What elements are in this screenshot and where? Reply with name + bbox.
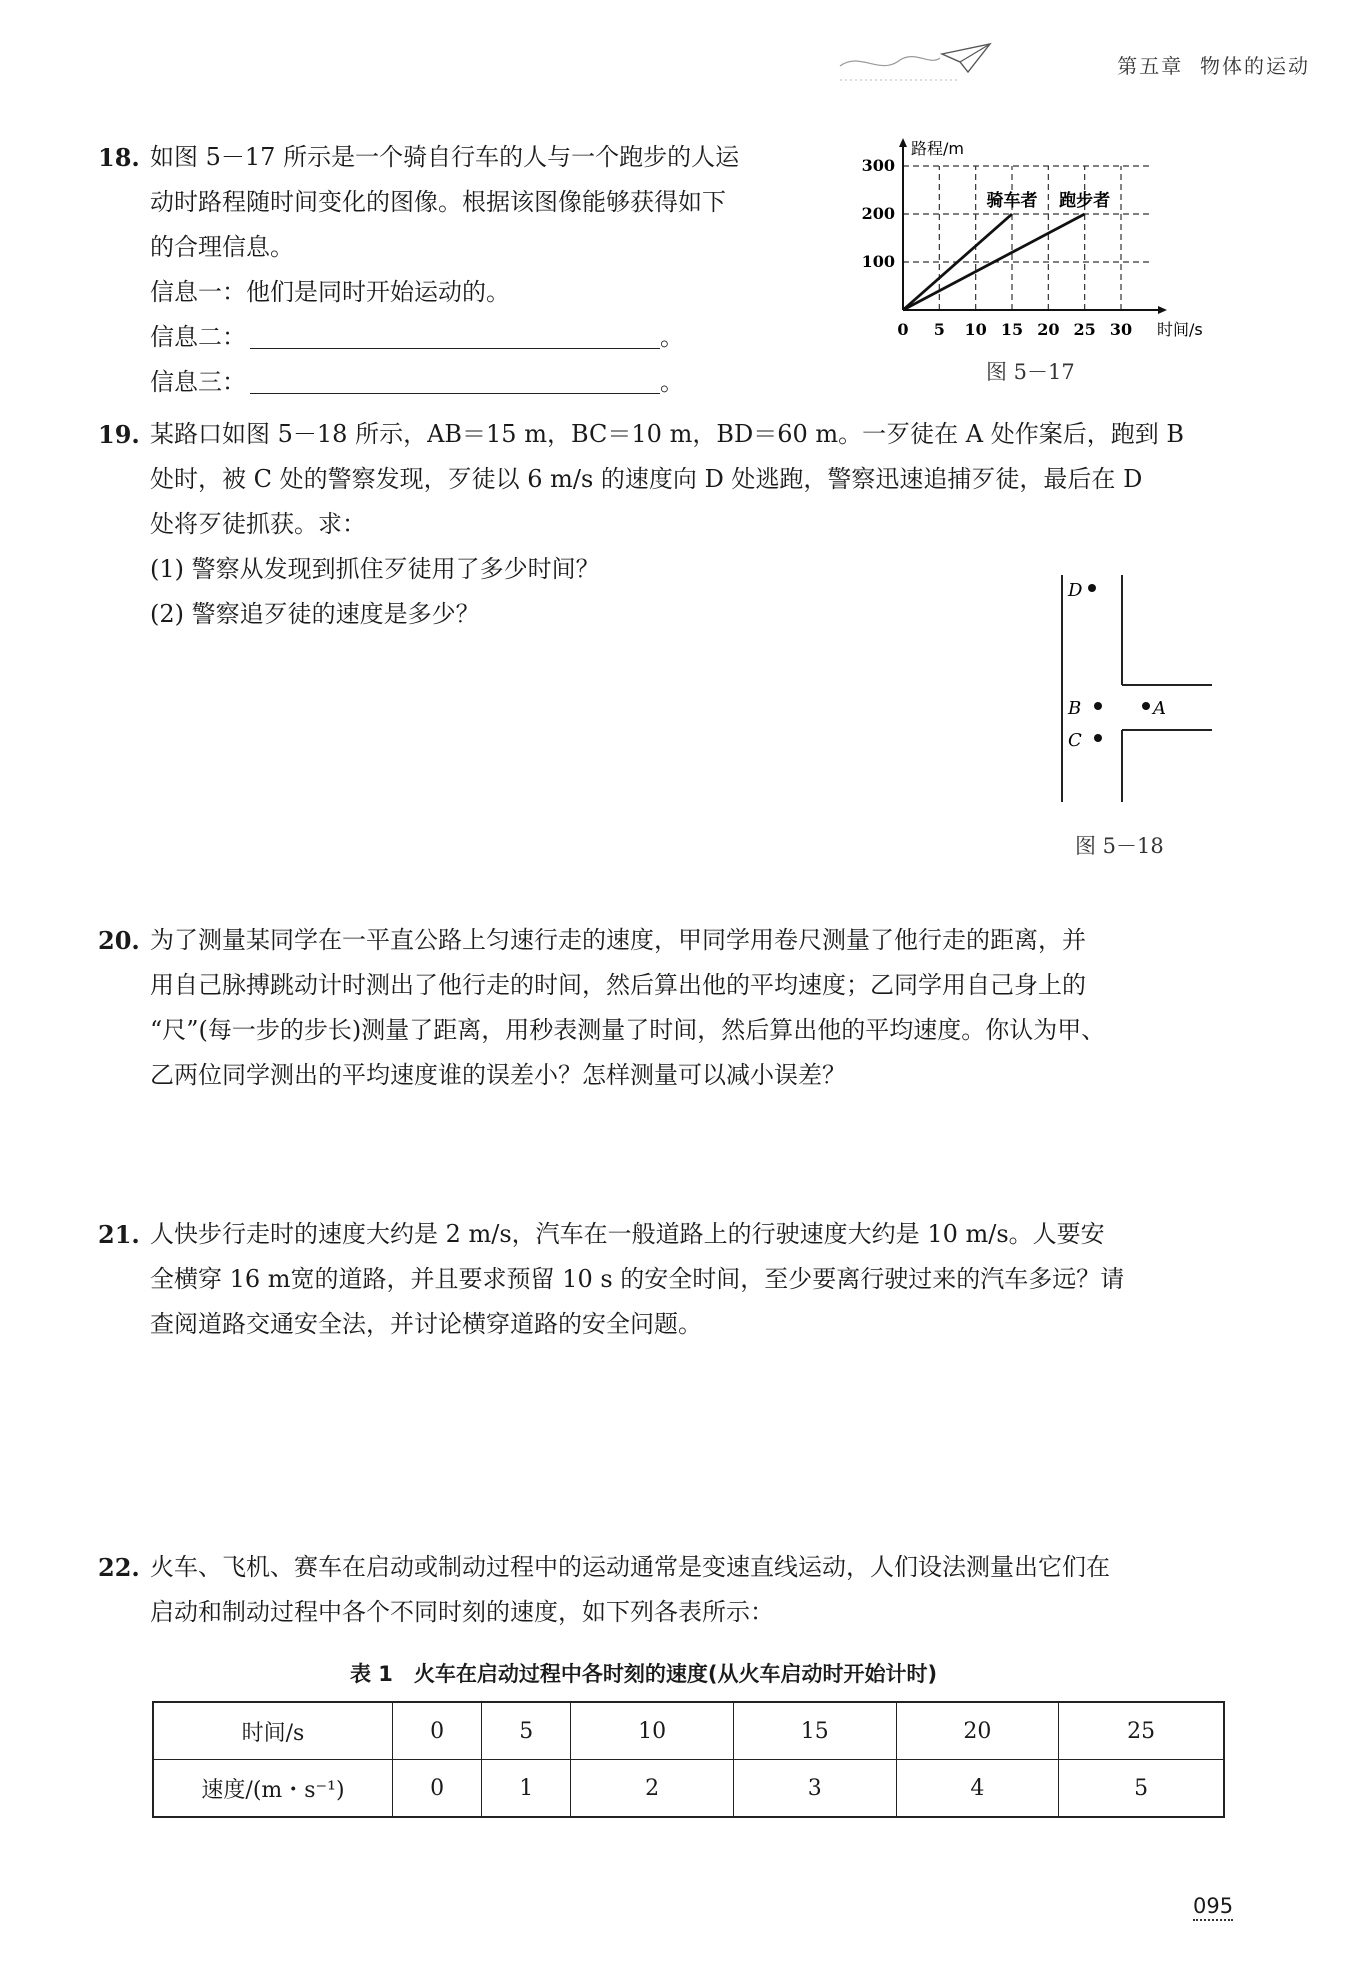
paper-plane-icon [830,36,1000,86]
label-d: D [1068,580,1083,601]
label-b: B [1068,698,1082,719]
y-tick-label: 200 [861,204,895,223]
row-header-speed: 速度/(m・s⁻¹) [153,1760,393,1818]
table-row [153,1702,1224,1760]
info-2-label: 信息二： [150,323,246,351]
period: 。 [660,323,684,351]
text-line: 火车、飞机、赛车在启动或制动过程中的运动通常是变速直线运动，人们设法测量出它们在 [150,1553,1110,1581]
x-tick-label: 10 [964,320,987,339]
text-line: 处时，被 C 处的警察发现，歹徒以 6 m/s 的速度向 D 处逃跑，警察迅速追捕歹徒，最后在 D [150,465,1143,493]
text-line: 某路口如图 5－18 所示，AB＝15 m，BC＝10 m，BD＝60 m。一歹徒在 A 处作案后，跑到 B [150,420,1184,448]
table-cell: 1 [482,1760,571,1818]
text-line: 动时路程随时间变化的图像。根据该图像能够获得如下 [150,188,726,216]
x-tick-label: 0 [897,320,909,339]
x-tick-label: 15 [1000,320,1024,339]
point-c [1094,734,1102,742]
question-22-body [150,1545,1110,1635]
figure-caption: 图 5－18 [1075,834,1164,858]
y-tick-label: 100 [861,252,895,271]
info-2-line [150,315,739,360]
intersection-diagram [1040,570,1240,810]
speed-table [152,1701,1225,1818]
text-line: 的合理信息。 [150,233,294,261]
table-cell: 0 [393,1760,482,1818]
text-line: “尺”(每一步的步长)测量了距离，用秒表测量了时间，然后算出他的平均速度。你认为甲、 [150,1016,1106,1044]
point-b [1094,702,1102,710]
x-axis-arrow [1158,306,1167,314]
series-label: 跑步者 [1059,191,1111,211]
table-cell: 10 [571,1702,734,1760]
table-cell: 15 [733,1702,896,1760]
text-line: 信息一：他们是同时开始运动的。 [150,278,510,306]
question-number: 21. [98,1220,140,1249]
question-21-body [150,1212,1124,1347]
question-19-body [150,412,1184,637]
question-number: 18. [98,143,140,172]
y-axis-label: 路程/m [911,139,964,158]
table-cell: 5 [1059,1760,1224,1818]
text-line: 查阅道路交通安全法，并讨论横穿道路的安全问题。 [150,1310,702,1338]
figure-caption: 图 5－17 [986,360,1075,384]
page-header [830,36,1310,86]
question-number: 22. [98,1553,140,1582]
point-a [1142,702,1150,710]
table-cell: 0 [393,1702,482,1760]
row-header-time: 时间/s [153,1702,393,1760]
y-tick-label: 300 [861,156,895,175]
question-20-body [150,918,1105,1098]
answer-blank[interactable] [250,367,660,394]
text-line: 人快步行走时的速度大约是 2 m/s，汽车在一般道路上的行驶速度大约是 10 m/s。人要安 [150,1220,1105,1248]
chapter-title [1117,50,1310,79]
table-row [153,1760,1224,1818]
chapter-name: 物体的运动 [1200,54,1310,78]
table-title: 表 1 火车在启动过程中各时刻的速度(从火车启动时开始计时) [350,1662,938,1686]
text-line: 乙两位同学测出的平均速度谁的误差小？怎样测量可以减小误差？ [150,1061,846,1089]
table-cell: 2 [571,1760,734,1818]
x-axis-label: 时间/s [1157,320,1203,339]
info-3-label: 信息三： [150,368,246,396]
text-line: 启动和制动过程中各个不同时刻的速度，如下列各表所示： [150,1598,774,1626]
x-tick-label: 5 [933,320,945,339]
info-3-line [150,360,739,405]
table-cell: 3 [733,1760,896,1818]
period: 。 [660,368,684,396]
table-cell: 25 [1059,1702,1224,1760]
distance-time-chart [855,138,1235,343]
label-c: C [1068,730,1082,751]
table-cell: 5 [482,1702,571,1760]
x-tick-label: 20 [1037,320,1060,339]
text-line: 为了测量某同学在一平直公路上匀速行走的速度，甲同学用卷尺测量了他行走的距离，并 [150,926,1086,954]
page-number: 095 [1193,1894,1233,1921]
text-line: 处将歹徒抓获。求： [150,510,366,538]
label-a: A [1153,698,1166,719]
sub-question-2: (2) 警察追歹徒的速度是多少？ [150,600,480,628]
answer-blank[interactable] [250,322,660,349]
table-cell: 4 [896,1760,1059,1818]
point-d [1088,584,1096,592]
sub-question-1: (1) 警察从发现到抓住歹徒用了多少时间？ [150,555,600,583]
series-label: 骑车者 [986,191,1038,211]
text-line: 用自己脉搏跳动计时测出了他行走的时间，然后算出他的平均速度；乙同学用自己身上的 [150,971,1086,999]
x-tick-label: 25 [1073,320,1096,339]
text-line: 全横穿 16 m宽的道路，并且要求预留 10 s 的安全时间，至少要离行驶过来的汽车多远？请 [150,1265,1125,1293]
y-axis-arrow [899,138,907,147]
table-cell: 20 [896,1702,1059,1760]
chapter-number: 第五章 [1117,54,1184,78]
question-18-body [150,135,739,405]
text-line: 如图 5－17 所示是一个骑自行车的人与一个跑步的人运 [150,143,740,171]
x-tick-label: 30 [1109,320,1133,339]
question-number: 20. [98,926,140,955]
question-number: 19. [98,420,140,449]
